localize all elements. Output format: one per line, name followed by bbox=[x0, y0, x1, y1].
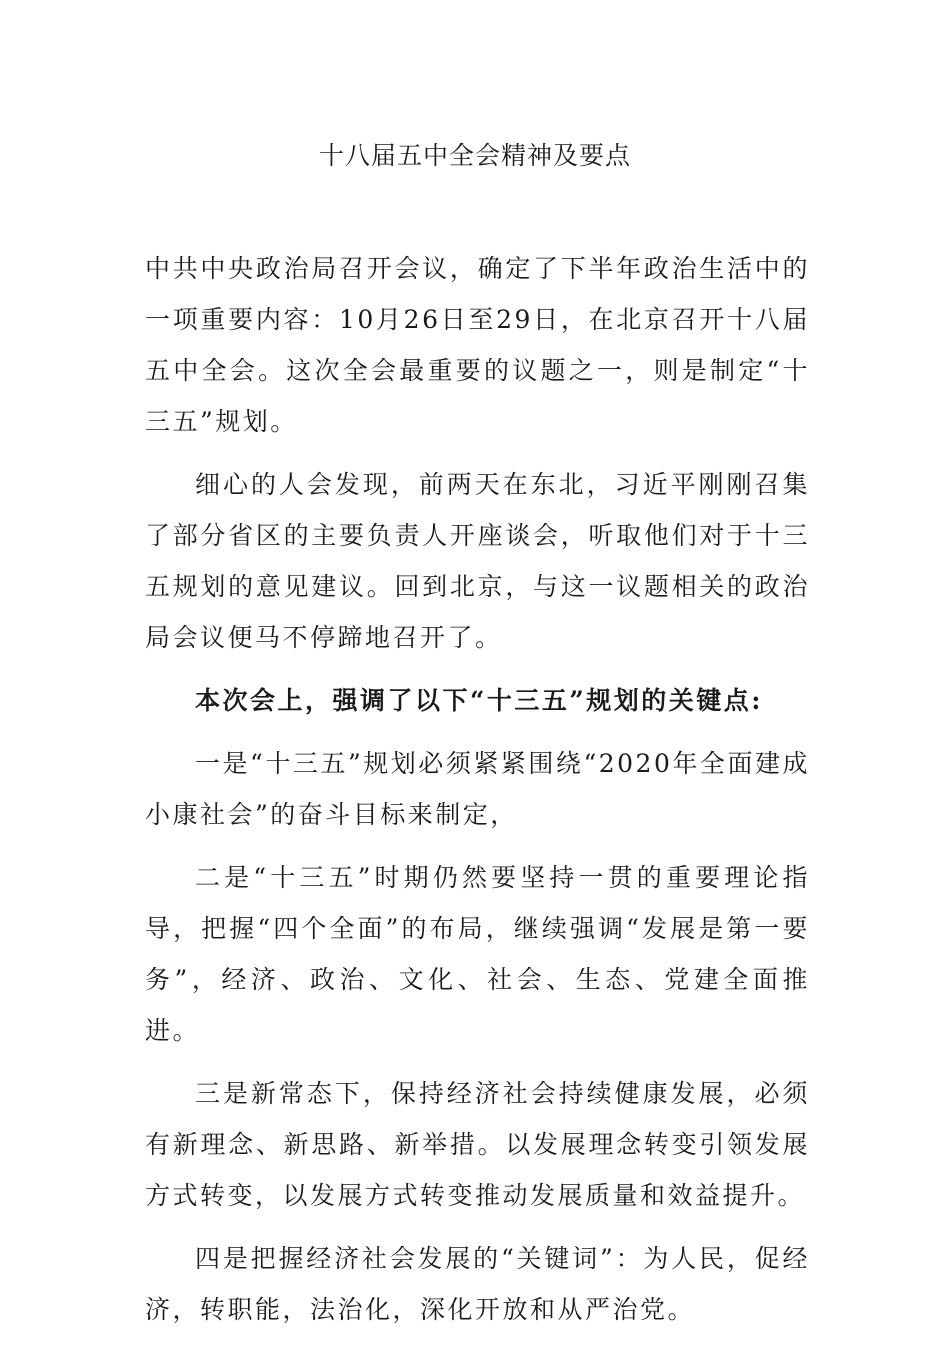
document-title: 十八届五中全会精神及要点 bbox=[318, 141, 631, 170]
paragraph-background: 细心的人会发现，前两天在东北，习近平刚刚召集了部分省区的主要负责人开座谈会，听取他们对于十三五规划的意见建议。回到北京，与这一议题相关的政治局会议便马不停蹄地召开了。 bbox=[145, 470, 810, 652]
paragraph-key-points-heading: 本次会上，强调了以下“十三五”规划的关键点: bbox=[195, 686, 763, 715]
paragraph-point-2: 二是“十三五”时期仍然要坚持一贯的重要理论指导，把握“四个全面”的布局，继续强调“发展是第一要务”，经济、政治、文化、社会、生态、党建全面推进。 bbox=[145, 863, 810, 1045]
document-body bbox=[145, 243, 810, 1347]
paragraph-point-4: 四是把握经济社会发展的“关键词”：为人民，促经济，转职能，法治化，深化开放和从严治党。 bbox=[145, 1244, 810, 1324]
paragraph-point-3: 三是新常态下，保持经济社会持续健康发展，必须有新理念、新思路、新举措。以发展理念转变引领发展方式转变，以发展方式转变推动发展质量和效益提升。 bbox=[145, 1079, 810, 1210]
paragraph-intro: 中共中央政治局召开会议，确定了下半年政治生活中的一项重要内容：10月26日至29日，在北京召开十八届五中全会。这次全会最重要的议题之一，则是制定“十三五”规划。 bbox=[145, 254, 810, 436]
paragraph-point-1: 一是“十三五”规划必须紧紧围绕“2020年全面建成小康社会”的奋斗目标来制定， bbox=[145, 749, 810, 829]
